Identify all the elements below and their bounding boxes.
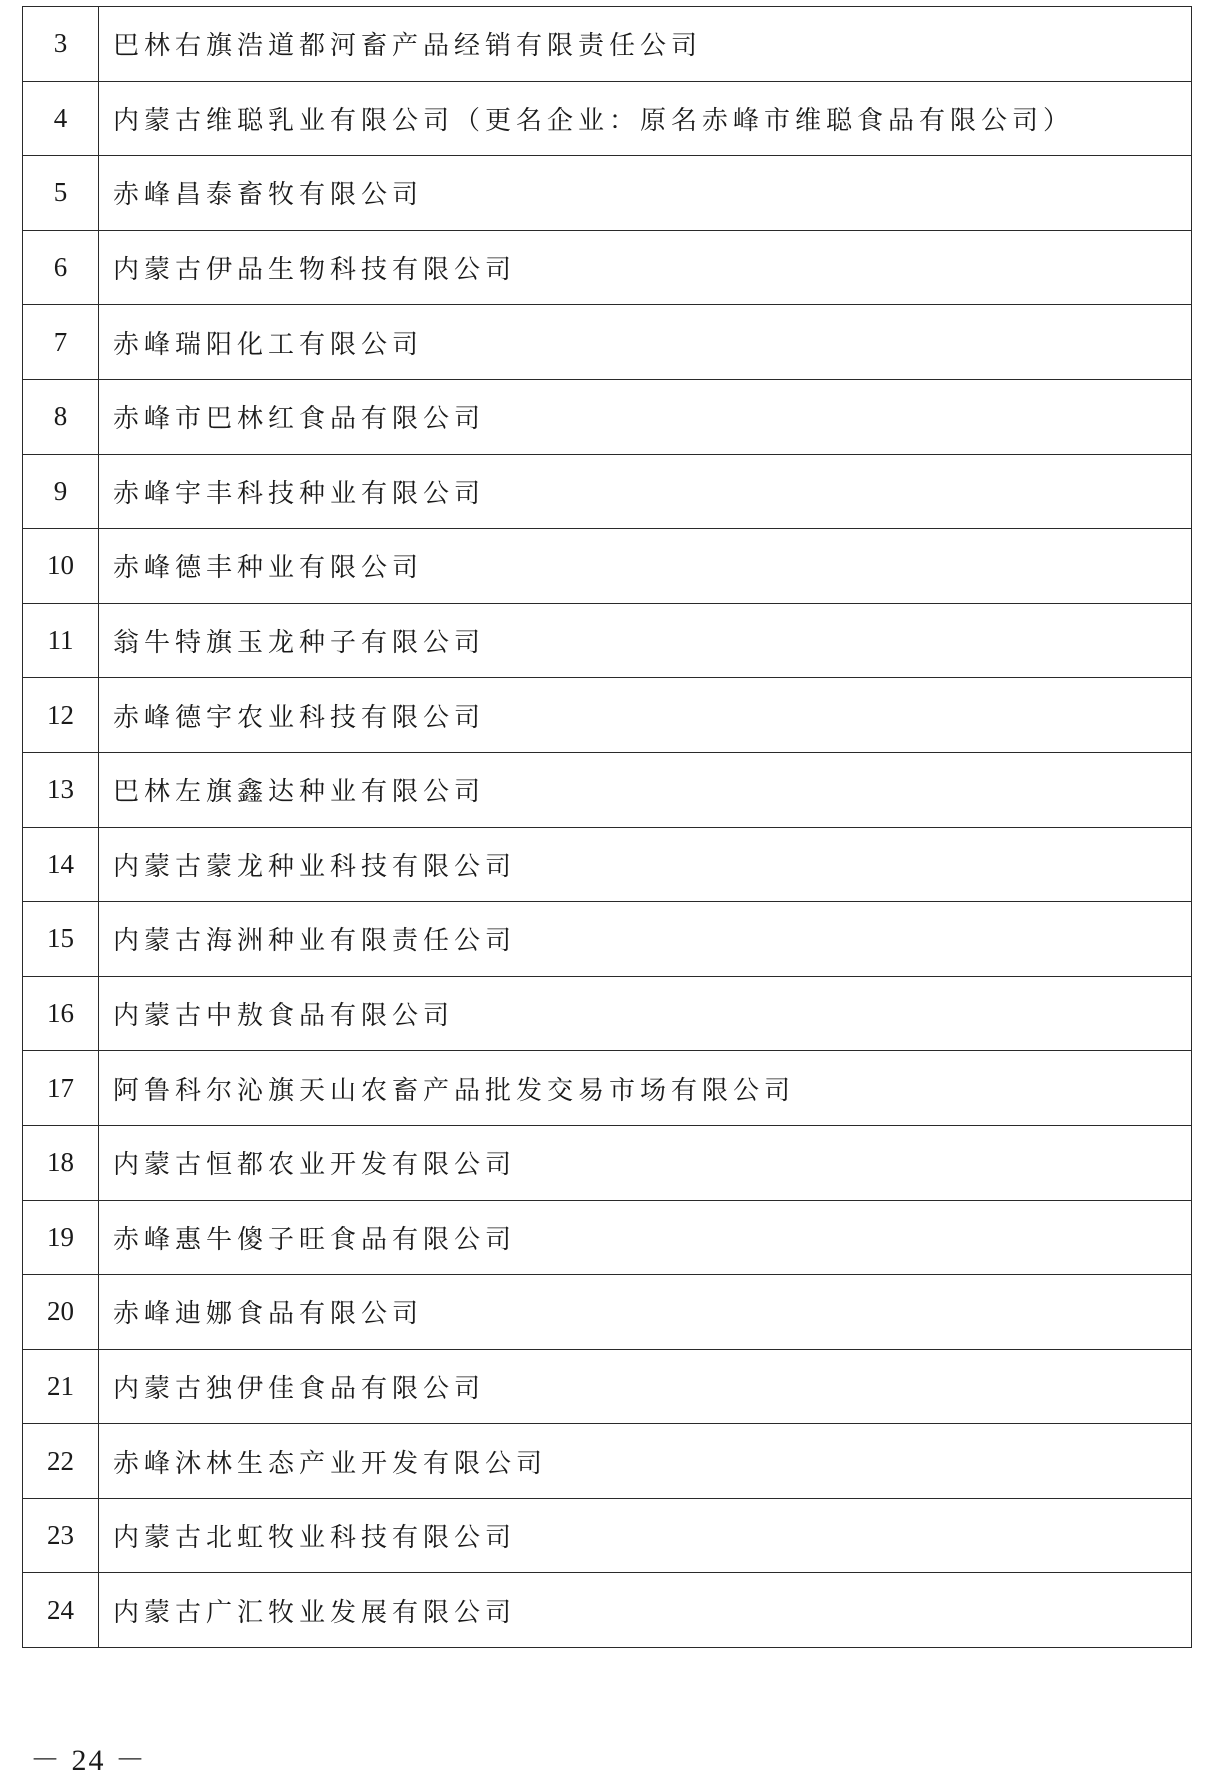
row-number-cell: 5 — [23, 156, 99, 231]
company-name-cell: 内蒙古中敖食品有限公司 — [99, 976, 1192, 1051]
row-number-cell: 6 — [23, 230, 99, 305]
table-row — [23, 305, 1192, 380]
table-row — [23, 81, 1192, 156]
row-number-cell: 4 — [23, 81, 99, 156]
row-number-cell: 10 — [23, 529, 99, 604]
company-name-cell: 内蒙古恒都农业开发有限公司 — [99, 1125, 1192, 1200]
row-number-cell: 16 — [23, 976, 99, 1051]
table-row — [23, 454, 1192, 529]
row-number-cell: 17 — [23, 1051, 99, 1126]
company-name-cell: 巴林左旗鑫达种业有限公司 — [99, 752, 1192, 827]
table-row — [23, 1349, 1192, 1424]
table-row — [23, 752, 1192, 827]
row-number-cell: 18 — [23, 1125, 99, 1200]
row-number-cell: 14 — [23, 827, 99, 902]
company-name-cell: 翁牛特旗玉龙种子有限公司 — [99, 603, 1192, 678]
company-name-cell: 赤峰市巴林红食品有限公司 — [99, 379, 1192, 454]
table-row — [23, 230, 1192, 305]
row-number-cell: 24 — [23, 1573, 99, 1648]
table-row — [23, 379, 1192, 454]
table-row — [23, 156, 1192, 231]
company-name-cell: 赤峰德丰种业有限公司 — [99, 529, 1192, 604]
company-name-cell: 赤峰沐林生态产业开发有限公司 — [99, 1424, 1192, 1499]
row-number-cell: 22 — [23, 1424, 99, 1499]
table-body — [23, 7, 1192, 1648]
row-number-cell: 3 — [23, 7, 99, 82]
row-number-cell: 9 — [23, 454, 99, 529]
page-number: － 24 － — [30, 1744, 147, 1777]
company-name-cell: 内蒙古伊品生物科技有限公司 — [99, 230, 1192, 305]
company-list-table — [22, 6, 1192, 1648]
company-name-cell: 阿鲁科尔沁旗天山农畜产品批发交易市场有限公司 — [99, 1051, 1192, 1126]
company-name-cell: 赤峰惠牛傻子旺食品有限公司 — [99, 1200, 1192, 1275]
table-row — [23, 1051, 1192, 1126]
table-row — [23, 1275, 1192, 1350]
row-number-cell: 15 — [23, 902, 99, 977]
table-row — [23, 678, 1192, 753]
company-name-cell: 内蒙古海洲种业有限责任公司 — [99, 902, 1192, 977]
company-name-cell: 赤峰德宇农业科技有限公司 — [99, 678, 1192, 753]
table-row — [23, 827, 1192, 902]
table-row — [23, 529, 1192, 604]
table-row — [23, 902, 1192, 977]
row-number-cell: 12 — [23, 678, 99, 753]
table-row — [23, 1424, 1192, 1499]
company-name-cell: 巴林右旗浩道都河畜产品经销有限责任公司 — [99, 7, 1192, 82]
row-number-cell: 23 — [23, 1498, 99, 1573]
company-name-cell: 内蒙古维聪乳业有限公司（更名企业：原名赤峰市维聪食品有限公司） — [99, 81, 1192, 156]
table-row — [23, 976, 1192, 1051]
table-row — [23, 1498, 1192, 1573]
company-name-cell: 赤峰迪娜食品有限公司 — [99, 1275, 1192, 1350]
table-row — [23, 1200, 1192, 1275]
row-number-cell: 19 — [23, 1200, 99, 1275]
row-number-cell: 8 — [23, 379, 99, 454]
row-number-cell: 11 — [23, 603, 99, 678]
row-number-cell: 21 — [23, 1349, 99, 1424]
row-number-cell: 7 — [23, 305, 99, 380]
table-row — [23, 603, 1192, 678]
table-row — [23, 1125, 1192, 1200]
company-name-cell: 内蒙古独伊佳食品有限公司 — [99, 1349, 1192, 1424]
company-name-cell: 赤峰瑞阳化工有限公司 — [99, 305, 1192, 380]
table-row — [23, 1573, 1192, 1648]
company-name-cell: 赤峰宇丰科技种业有限公司 — [99, 454, 1192, 529]
company-name-cell: 内蒙古广汇牧业发展有限公司 — [99, 1573, 1192, 1648]
row-number-cell: 13 — [23, 752, 99, 827]
company-name-cell: 内蒙古蒙龙种业科技有限公司 — [99, 827, 1192, 902]
table-row — [23, 7, 1192, 82]
company-name-cell: 内蒙古北虹牧业科技有限公司 — [99, 1498, 1192, 1573]
row-number-cell: 20 — [23, 1275, 99, 1350]
company-name-cell: 赤峰昌泰畜牧有限公司 — [99, 156, 1192, 231]
